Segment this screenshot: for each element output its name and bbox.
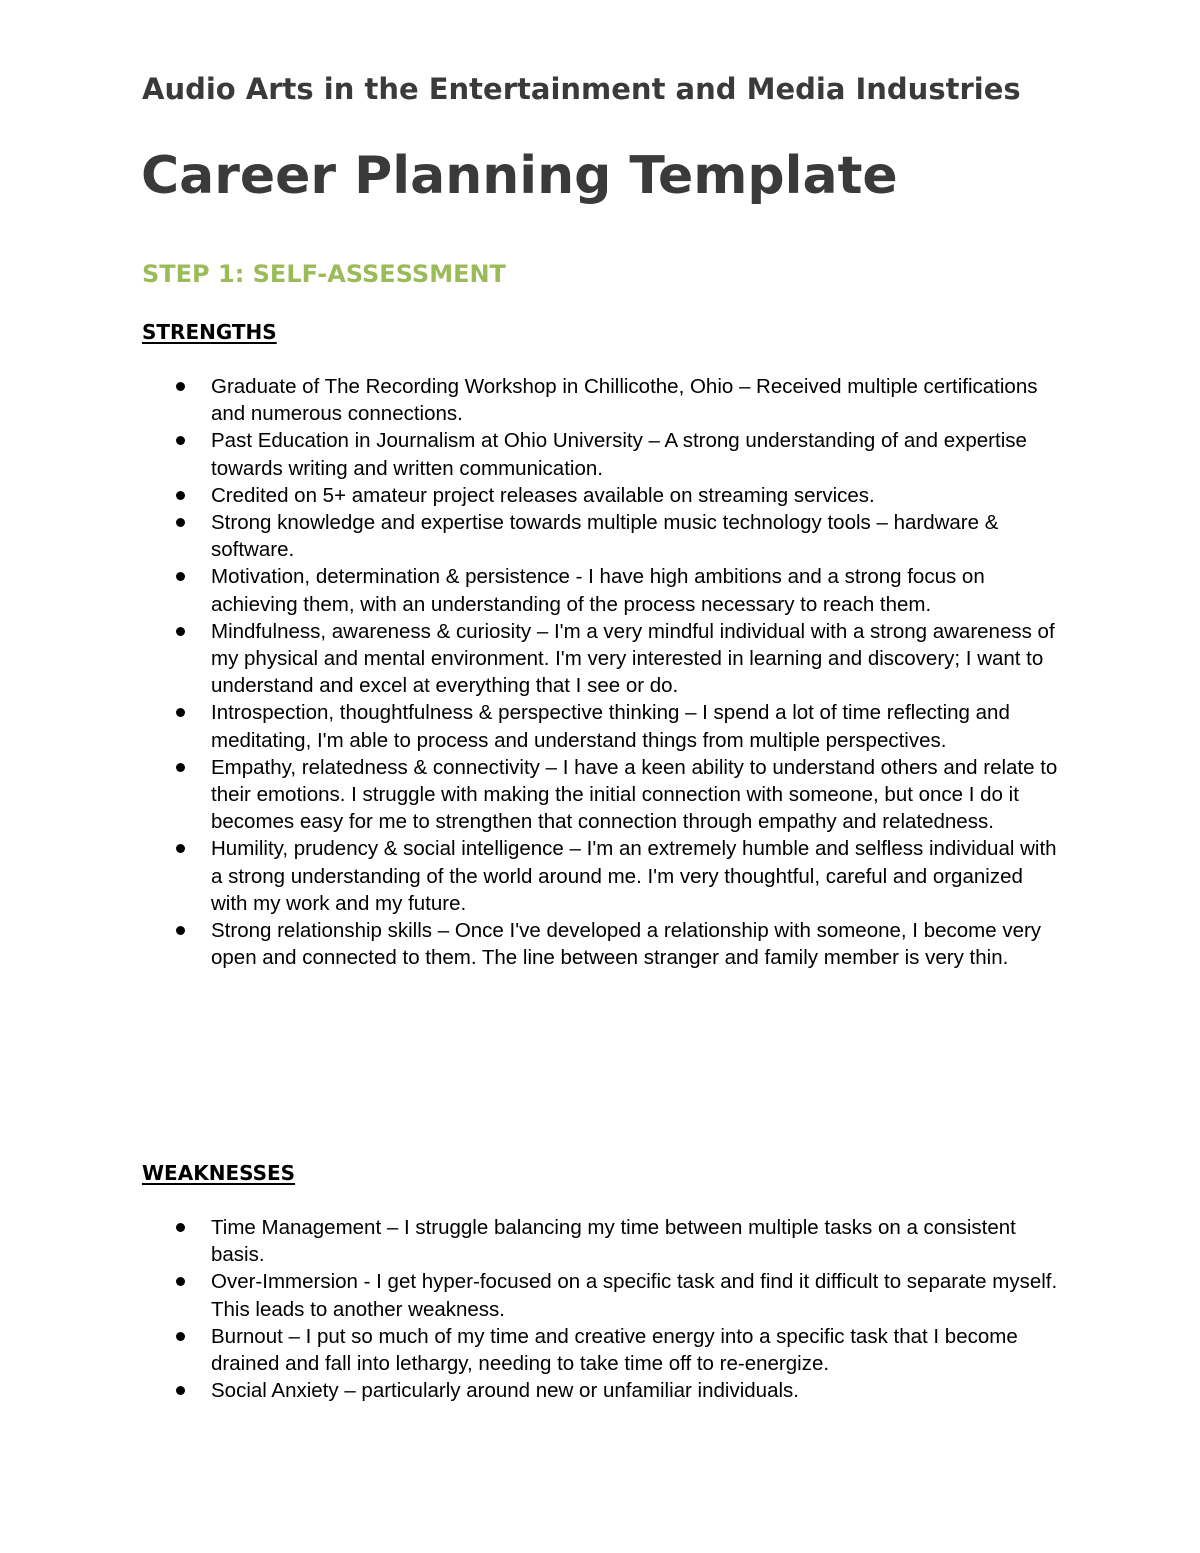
weaknesses-heading: WEAKNESSES xyxy=(142,1161,296,1185)
weakness-item: Time Management – I struggle balancing my time between multiple tasks on a consistent basis. xyxy=(0,1214,1060,1268)
course-title: Audio Arts in the Entertainment and Media Industries xyxy=(142,72,1021,106)
strength-item: Credited on 5+ amateur project releases available on streaming services. xyxy=(0,482,1060,509)
strength-item: Strong relationship skills – Once I've developed a relationship with someone, I become very open and connected to them. The line between stranger and family member is very thin. xyxy=(0,917,1060,971)
strengths-heading: STRENGTHS xyxy=(142,320,277,344)
weakness-item: Over-Immersion - I get hyper-focused on a specific task and find it difficult to separate myself. This leads to another weakness. xyxy=(0,1268,1060,1322)
weakness-item: Social Anxiety – particularly around new or unfamiliar individuals. xyxy=(0,1377,1060,1404)
strength-item: Empathy, relatedness & connectivity – I have a keen ability to understand others and relate to their emotions. I struggle with making the initial connection with someone, but once I do it becomes easy for me to strengthen that connection through empathy and relatedness. xyxy=(0,754,1060,836)
strength-item: Motivation, determination & persistence - I have high ambitions and a strong focus on achieving them, with an understanding of the process necessary to reach them. xyxy=(0,563,1060,617)
strength-item: Past Education in Journalism at Ohio University – A strong understanding of and expertise towards writing and written communication. xyxy=(0,427,1060,481)
step-heading: STEP 1: SELF-ASSESSMENT xyxy=(142,260,506,288)
strengths-list xyxy=(0,373,1060,971)
weakness-item: Burnout – I put so much of my time and creative energy into a specific task that I become drained and fall into lethargy, needing to take time off to re-energize. xyxy=(0,1323,1060,1377)
strength-item: Strong knowledge and expertise towards multiple music technology tools – hardware & software. xyxy=(0,509,1060,563)
weaknesses-list xyxy=(0,1214,1060,1404)
strength-item: Introspection, thoughtfulness & perspective thinking – I spend a lot of time reflecting and meditating, I'm able to process and understand things from multiple perspectives. xyxy=(0,699,1060,753)
strength-item: Graduate of The Recording Workshop in Chillicothe, Ohio – Received multiple certifications and numerous connections. xyxy=(0,373,1060,427)
document-title: Career Planning Template xyxy=(141,146,898,206)
strength-item: Mindfulness, awareness & curiosity – I'm a very mindful individual with a strong awareness of my physical and mental environment. I'm very interested in learning and discovery; I want to understand and excel at everything that I see or do. xyxy=(0,618,1060,700)
strength-item: Humility, prudency & social intelligence – I'm an extremely humble and selfless individual with a strong understanding of the world around me. I'm very thoughtful, careful and organized with my work and my future. xyxy=(0,835,1060,917)
